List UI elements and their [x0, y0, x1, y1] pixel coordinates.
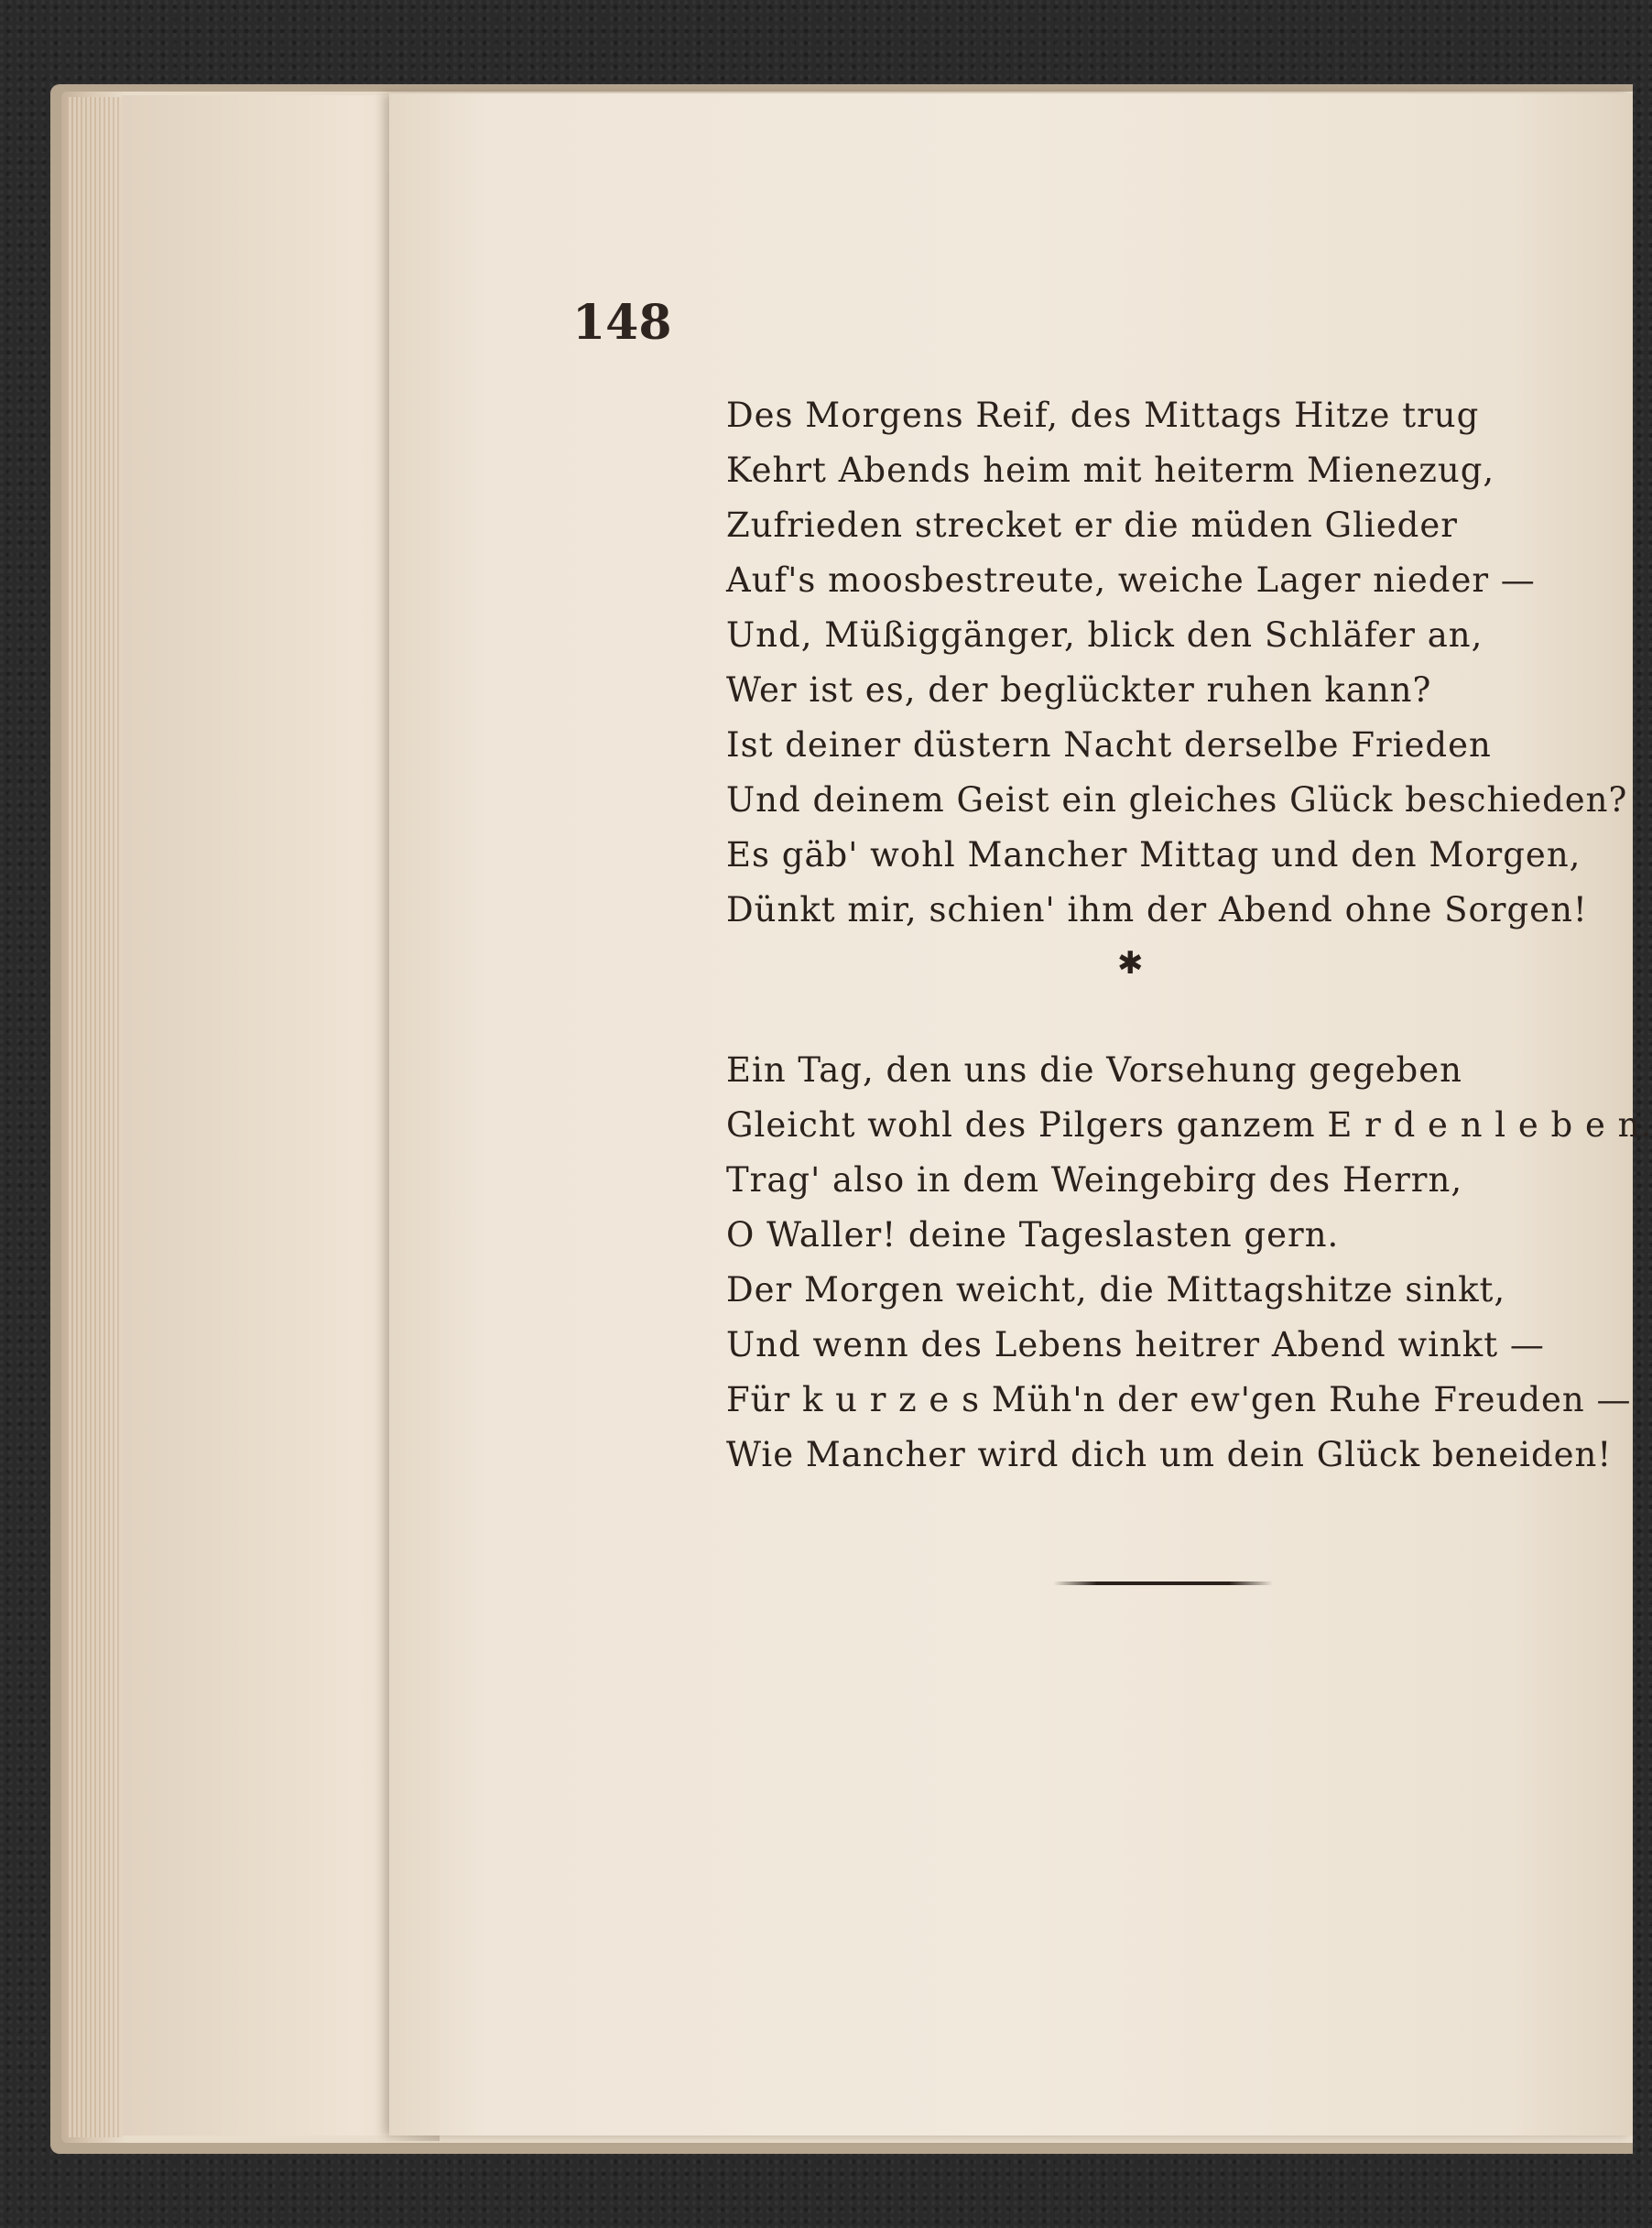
poem-line: Wer ist es, der beglückter ruhen kann? — [726, 670, 1432, 710]
poem-line: Kehrt Abends heim mit heiterm Mienezug, — [726, 451, 1495, 490]
poem-line: Ein Tag, den uns die Vorsehung gegeben — [726, 1050, 1462, 1090]
poem-line: Trag' also in dem Weingebirg des Herrn, — [726, 1160, 1463, 1200]
poem-line: Und wenn des Lebens heitrer Abend winkt — — [726, 1325, 1545, 1364]
poem-line: Des Morgens Reif, des Mittags Hitze trug — [726, 396, 1480, 435]
poem-line: O Waller! deine Tageslasten gern. — [726, 1215, 1340, 1255]
page-edges — [67, 97, 122, 2137]
poem-line: Gleicht wohl des Pilgers ganzem E r d e n l e b e n. — [726, 1105, 1652, 1145]
open-book — [50, 84, 1652, 2154]
poem-line: Und deinem Geist ein gleiches Glück beschieden? — [726, 780, 1628, 820]
poem-line: Und, Müßiggänger, blick den Schläfer an, — [726, 615, 1484, 655]
closing-rule — [1053, 1581, 1273, 1585]
poem-line: Für k u r z e s Müh'n der ew'gen Ruhe Freuden — — [726, 1380, 1632, 1419]
poem-line: Ist deiner düstern Nacht derselbe Frieden — [726, 725, 1492, 765]
stanza-separator-star: ✱ — [1117, 945, 1144, 982]
poem-line: Es gäb' wohl Mancher Mittag und den Morgen, — [726, 835, 1581, 875]
poem-line: Der Morgen weicht, die Mittagshitze sinkt, — [726, 1270, 1506, 1310]
poem-line: Wie Mancher wird dich um dein Glück beneiden! — [726, 1435, 1613, 1474]
poem-line: Dünkt mir, schien' ihm der Abend ohne Sorgen! — [726, 890, 1588, 929]
poem-line: Auf's moosbestreute, weiche Lager nieder — — [726, 560, 1536, 600]
right-page-number: 148 — [572, 295, 672, 351]
poem-line: Zufrieden strecket er die müden Glieder — [726, 505, 1458, 545]
right-page — [389, 93, 1652, 2136]
